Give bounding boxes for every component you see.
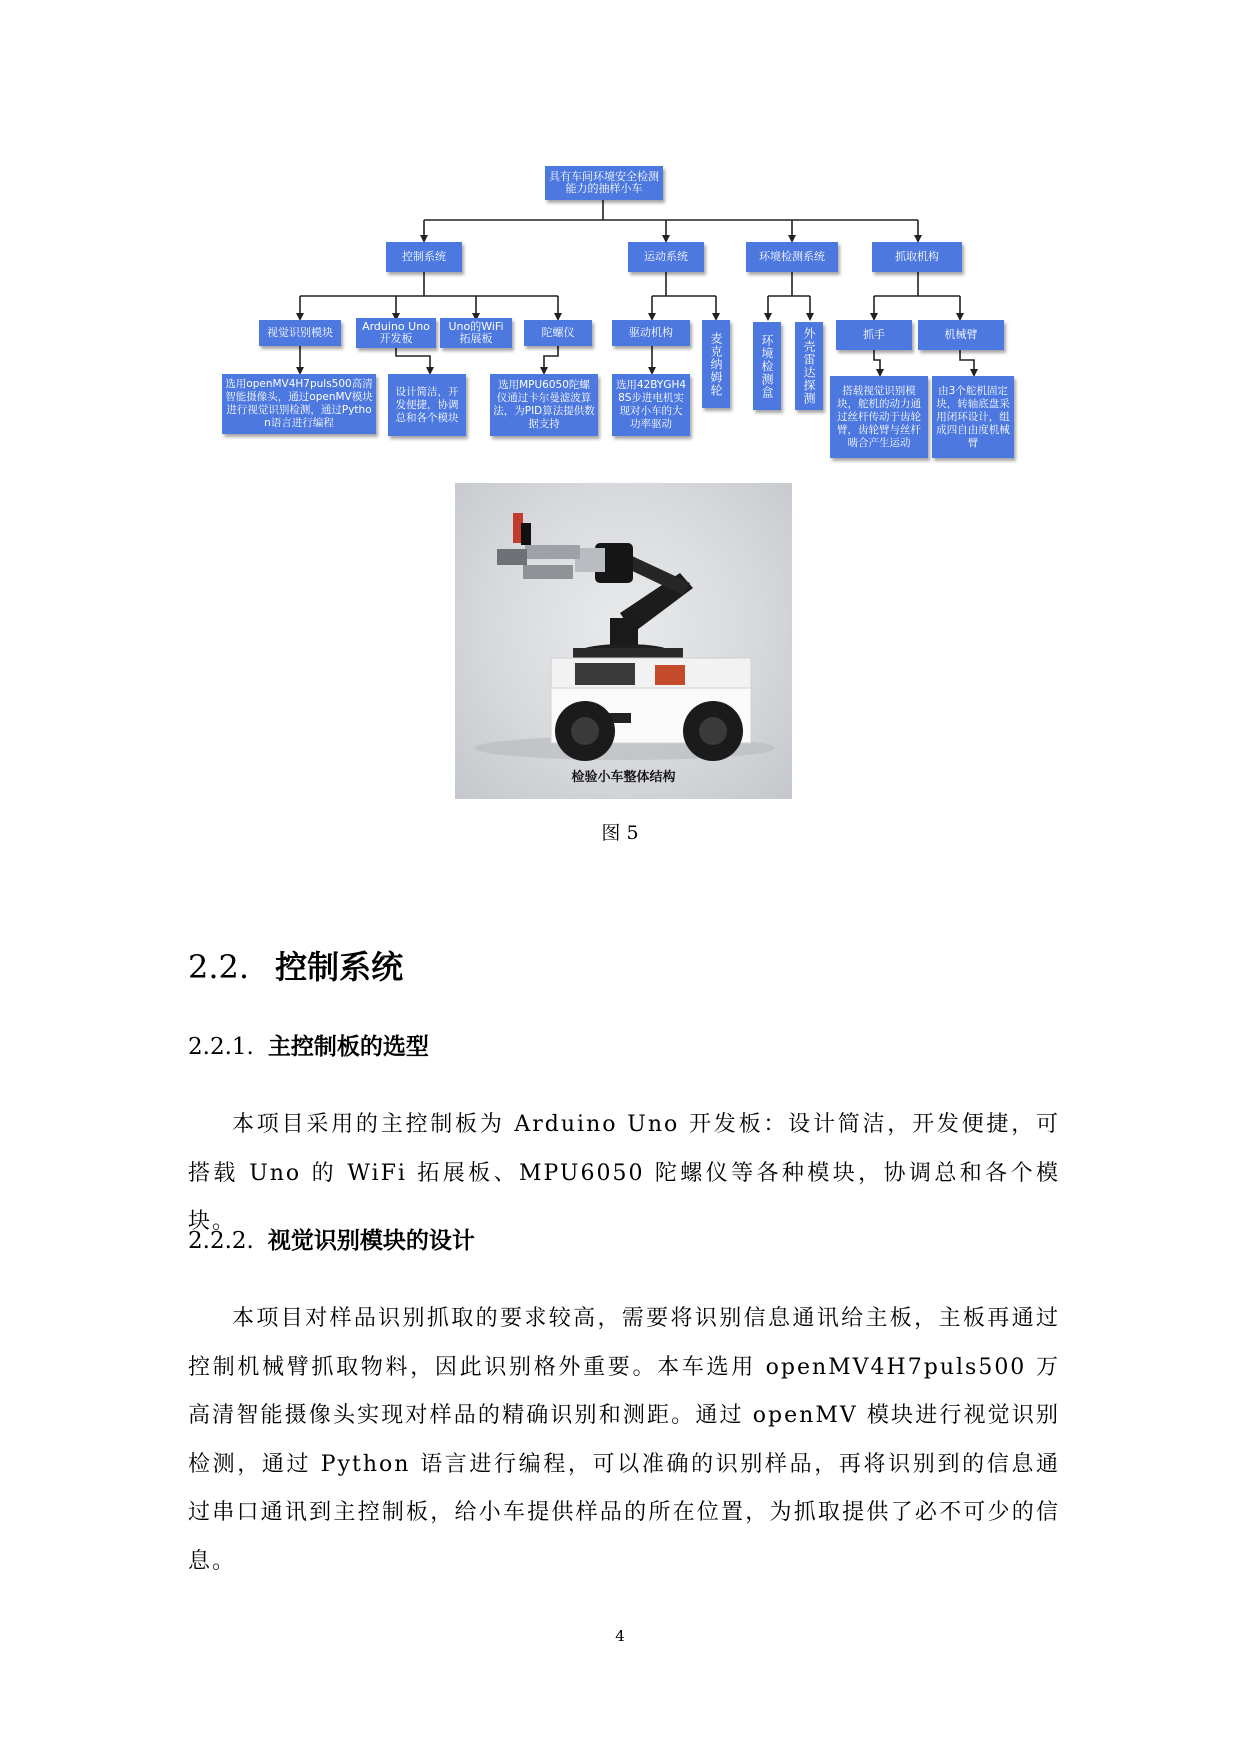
robot-car-illustration [455, 483, 792, 799]
section-heading [188, 942, 403, 988]
photo-caption: 检验小车整体结构 [571, 770, 676, 785]
subsection-number-1: 2.2.1. [188, 1034, 254, 1060]
diagram-node-radar: 外壳雷达探测 [795, 322, 823, 410]
diagram-desc-arduino: 设计简洁，开发便捷，协调总和各个模块 [388, 374, 466, 436]
diagram-desc-arm: 由3个舵机固定块，转轴底盘采用闭环设计，组成四自由度机械臂 [932, 376, 1014, 458]
section-title: 控制系统 [275, 948, 404, 986]
system-structure-diagram [0, 0, 1240, 470]
page-number: 4 [615, 1627, 625, 1645]
paragraph-main-board: 本项目采用的主控制板为 Arduino Uno 开发板：设计简洁，开发便捷，可搭载 Uno 的 WiFi 拓展板、MPU6050 陀螺仪等各种模块，协调总和各个模块。 [188, 1112, 1060, 1234]
diagram-node-env-box: 环境检测盒 [753, 322, 781, 410]
diagram-desc-gripper: 搭载视觉识别模块，舵机的动力通过丝杆传动于齿轮臂，齿轮臂与丝杆啮合产生运动 [830, 376, 928, 458]
diagram-node-control-system: 控制系统 [386, 242, 462, 272]
subsection-number-2: 2.2.2. [188, 1228, 254, 1254]
diagram-node-gyroscope: 陀螺仪 [524, 320, 592, 346]
diagram-node-mecanum-wheel: 麦克纳姆轮 [702, 320, 730, 408]
diagram-node-drive-mechanism: 驱动机构 [612, 320, 690, 346]
section-number: 2.2. [188, 948, 250, 986]
diagram-node-motion-system: 运动系统 [628, 242, 704, 272]
diagram-node-grab-system: 抓取机构 [872, 242, 962, 272]
diagram-node-wifi-board: Uno的WiFi拓展板 [440, 318, 512, 348]
diagram-node-gripper: 抓手 [836, 320, 912, 350]
paragraph-vision-module: 本项目对样品识别抓取的要求较高，需要将识别信息通讯给主板，主板再通过控制机械臂抓取物料，因此识别格外重要。本车选用 openMV4H7puls500 万高清智能摄像头实现对样品的精确识别和测距。通过 openMV 模块进行视觉识别检测，通过 Python 语言进行编程，可以准确的识别样品，再将识别到的信息通过串口通讯到主控制板，给小车提供样品的所在位置，为抓取提供了必不可少的信息。 [188, 1306, 1060, 1574]
diagram-desc-vision: 选用openMV4H7puls500高清智能摄像头，通过openMV模块进行视觉识别检测，通过Python语言进行编程 [222, 374, 376, 434]
diagram-desc-gyroscope: 选用MPU6050陀螺仪通过卡尔曼滤波算法，为PID算法提供数据支持 [490, 374, 598, 436]
robot-car-photo [455, 483, 792, 799]
figure-caption: 图 5 [601, 822, 639, 844]
subsection-title-2: 视觉识别模块的设计 [267, 1228, 475, 1254]
diagram-node-env-system: 环境检测系统 [746, 242, 838, 272]
diagram-node-vision-module: 视觉识别模块 [259, 320, 341, 346]
subsection-title-1: 主控制板的选型 [267, 1034, 429, 1060]
subsection-heading-1 [188, 1028, 429, 1061]
diagram-node-arduino-uno: Arduino Uno开发板 [356, 318, 436, 348]
diagram-desc-drive: 选用42BYGH48S步进电机实现对小车的大功率驱动 [612, 374, 690, 436]
subsection-heading-2 [188, 1222, 475, 1255]
diagram-node-robotic-arm: 机械臂 [918, 320, 1004, 350]
diagram-root-node: 具有车间环境安全检测能力的抽样小车 [545, 166, 663, 200]
